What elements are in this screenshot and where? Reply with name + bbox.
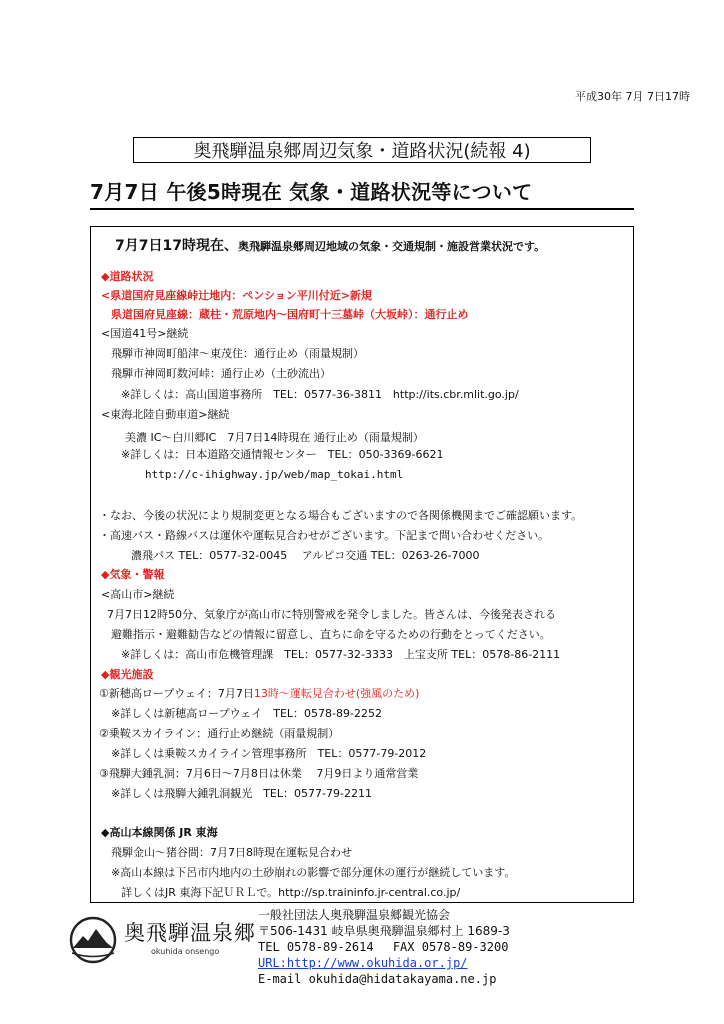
weather-heading: ◆気象・警報 (101, 568, 165, 581)
road-heading: ◆道路状況 (101, 270, 154, 283)
weather-city: <高山市>継続 (101, 588, 175, 601)
weather-line2: 避難指示・避難勧告などの情報に留意し、直ちに命を守るための行動をとってください。 (111, 628, 551, 641)
content-box (90, 226, 634, 903)
footer-url-link[interactable]: URL:http://www.okuhida.or.jp/ (258, 956, 468, 970)
logo-subtitle: okuhida onsengo (151, 947, 220, 956)
sight2: ②乗鞍スカイライン：通行止め継続（雨量規制） (99, 727, 340, 740)
weather-contact: ※詳しくは：高山市危機管理課 TEL：0577-32-3333 上宝支所 TEL：0578-86-2111 (121, 648, 561, 661)
intro-date: 7月7日17時現在、 (115, 238, 238, 254)
footer-email: E-mail okuhida@hidatakayama.ne.jp (258, 972, 497, 986)
sight1-contact: ※詳しくは新穂高ロープウェイ TEL：0578-89-2252 (111, 707, 382, 720)
sight3: ③飛騨大鍾乳洞：7月6日～7月8日は休業 7月9日より通常営業 (99, 767, 419, 780)
headline: 7月7日 午後5時現在 気象・道路状況等について (90, 178, 634, 210)
intro-line (115, 237, 545, 256)
sight-heading: ◆観光施設 (101, 668, 154, 681)
intro-text: 奥飛騨温泉郷周辺地域の気象・交通規制・施設営業状況です。 (237, 240, 546, 253)
road-r41-heading: <国道41号>継続 (101, 327, 189, 340)
document-title-text: 奥飛騨温泉郷周辺気象・道路状況(続報 4) (193, 141, 531, 162)
note-bus: ・高速バス・路線バスは運休や運転見合わせがございます。下記まで問い合わせください。 (99, 529, 550, 542)
footer-org: 一般社団法人奥飛騨温泉郷観光協会 (258, 908, 451, 922)
road-r41-line1: 飛騨市神岡町船津～東茂住：通行止め（雨量規制） (111, 347, 364, 360)
okuhida-logo (66, 915, 256, 965)
road-r41-contact: ※詳しくは：高山国道事務所 TEL：0577-36-3811 http://its.cbr.mlit.go.jp/ (121, 388, 519, 401)
rail-heading: ◆高山本線関係 JR 東海 (101, 826, 218, 839)
bus-contact: 濃飛バス TEL：0577-32-0045 アルピコ交通 TEL：0263-26-7000 (131, 549, 480, 562)
document-title (133, 137, 591, 163)
rail-line2: ※高山本線は下呂市内地内の土砂崩れの影響で部分運休の運行が継続しています。 (111, 866, 516, 879)
road-pref-heading: <県道国府見座線峠辻地内：ペンション平川付近>新規 (101, 289, 372, 302)
logo-text: 奥飛騨温泉郷 (124, 921, 256, 945)
weather-line1: 7月7日12時50分、気象庁が高山市に特別警戒を発令しました。皆さんは、今後発表される (107, 608, 556, 621)
rail-line3: 詳しくはJR 東海下記ＵＲＬで。http://sp.traininfo.jr-central.co.jp/ (121, 886, 461, 899)
road-exp-heading: <東海北陸自動車道>継続 (101, 408, 230, 421)
sight3-contact: ※詳しくは飛騨大鍾乳洞観光 TEL：0577-79-2211 (111, 787, 372, 800)
mountain-emblem-icon (66, 915, 122, 965)
road-exp-line1: 美濃 IC～白川郷IC 7月7日14時現在 通行止め（雨量規制） (125, 431, 424, 444)
road-r41-line2: 飛騨市神岡町数河峠：通行止め（土砂流出） (111, 367, 331, 380)
issue-date: 平成30年 7月 7日17時 (575, 90, 690, 103)
sight1-status: 13時～運転見合わせ(強風のため) (253, 687, 420, 700)
road-exp-url: http://c-ihighway.jp/web/map_tokai.html (145, 468, 404, 481)
note-regulation: ・なお、今後の状況により規制変更となる場合もございますので各関係機関までご確認願います。 (99, 509, 583, 522)
footer-address: 〒506-1431 岐阜県奥飛騨温泉郷村上 1689-3 (258, 924, 510, 938)
footer-tel-fax: TEL 0578-89-2614 FAX 0578-89-3200 (258, 940, 509, 954)
sight1-prefix: ①新穂高ロープウェイ：7月7日 (99, 687, 254, 700)
road-exp-contact: ※詳しくは：日本道路交通情報センター TEL：050-3369-6621 (121, 448, 444, 461)
road-pref-detail: 県道国府見座線：蔵柱・荒原地内～国府町十三墓峠（大坂峠）：通行止め (111, 308, 469, 321)
rail-line1: 飛騨金山～猪谷間：7月7日8時現在運転見合わせ (111, 846, 352, 859)
sight2-contact: ※詳しくは乗鞍スカイライン管理事務所 TEL：0577-79-2012 (111, 747, 427, 760)
sight1 (99, 687, 419, 701)
